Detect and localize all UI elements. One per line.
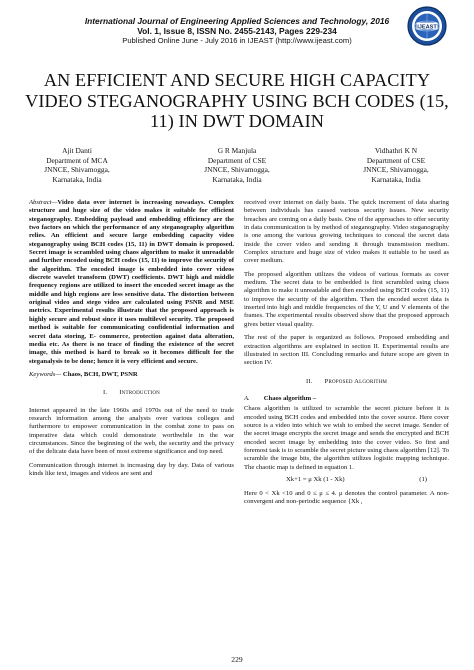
equation-1 (244, 474, 449, 487)
journal-header (0, 16, 474, 46)
author-name: G R Manjula (217, 146, 257, 155)
author-name: Vidhathri K N (374, 146, 418, 155)
keywords-label: Keywords— (29, 370, 62, 378)
chaos-paragraph: Chaos algorithm is utilized to scramble the secret picture before it is encoded using BCH codes and embedded into the cover source. Here cover source is a video into which we wish to embed the secret image. Sender of the secret image encrypts the secret image and sends the encrypted and BCH encoded secret image by embedding into the cover video. So first and foremost task is to scramble the secret picture using chaos algorithm [12]. To scramble the image bits, the algorithm utilizes logistic mapping technique. The chaotic map is defined in equation 1. (244, 405, 449, 471)
author-name: Ajit Danti (62, 146, 92, 155)
ijeast-logo (407, 6, 447, 46)
subsection-label: A. (244, 394, 250, 402)
section-title: Proposed Algorithm (324, 377, 388, 385)
paper-title: AN EFFICIENT AND SECURE HIGH CAPACITY VIDEO STEGANOGRAPHY USING BCH CODES (15, 11) IN DWT DOMAIN (25, 70, 449, 131)
author-institution: JNNCE, Shivamogga, (363, 165, 429, 175)
author-location: Karnataka, India (52, 174, 102, 184)
right-column (244, 199, 449, 512)
author-1 (2, 146, 152, 184)
equation-number: (1) (419, 475, 427, 483)
section-heading-proposed-algorithm (244, 378, 449, 386)
body-paragraph: The rest of the paper is organized as follows. Proposed embedding and extraction algorithms are explained in section II. Experimental results are illustrated in section III. Concluding remarks and future scope are given in section IV. (244, 334, 449, 367)
body-paragraph: received over internet on daily basis. The quick increment of data sharing between individuals has caused various security issues. New security breaches are coming on a daily basis. One of the approaches to offer security in data communication is by method of steganography. Video steganography is one among the various growing techniques to conceal the secret data inside the cover video and sending it through transmission medium. Complex structure and huge size of video makes it suitable to be used as cover medium. (244, 199, 449, 265)
author-department: Department of MCA (46, 155, 108, 165)
journal-publication-info: Published Online June - July 2016 in IJEAST (http://www.ijeast.com) (122, 36, 352, 45)
author-institution: JNNCE, Shivamogga, (204, 165, 270, 175)
abstract (29, 199, 234, 366)
journal-volume-info: Vol. 1, Issue 8, ISSN No. 2455-2143, Pages 229-234 (137, 26, 337, 36)
intro-paragraph: Communication through internet is increasing day by day. Data of various kinds like text, images and videos are sent and (29, 461, 234, 477)
logo-text: IJEAST (417, 24, 437, 31)
body-paragraph: The proposed algorithm utilizes the videos of various formats as cover medium. The secret data to be embedded is first scrambled using chaos algorithm to make it unreadable and then encoded using BCH codes (15, 11) to improve the security of the algorithm. Then the encoded secret data is inserted into high and middle frequencies of the Y, U and V elements of the frames. The experimental results observed show that the proposed approach gives better visual quality. (244, 270, 449, 328)
keywords-text: Chaos, BCH, DWT, PSNR (61, 370, 138, 378)
journal-name: International Journal of Engineering Applied Sciences and Technology, 2016 (84, 16, 390, 26)
section-number: I. (103, 389, 108, 397)
author-3 (321, 146, 471, 184)
abstract-label: Abstract— (29, 199, 58, 206)
author-location: Karnataka, India (212, 174, 262, 184)
keywords (29, 371, 234, 379)
equation-expression: Xk+1 = μ Xk (1 - Xk) (286, 475, 345, 483)
author-2 (162, 146, 312, 184)
left-column (29, 199, 234, 483)
intro-paragraph: Internet appeared in the late 1960s and 1970s out of the need to trade research information among the analysts over various colleges and furthermore to empower communication in the combat zone to pass on imperative data which could demonstrate worthwhile in the war circumstances. Since the beginning of the web, the security and the privacy of the delicate data have been of most extreme significance and top need. (29, 406, 234, 456)
section-number: II. (305, 377, 313, 385)
equation-explanation: Here 0 < Xk <10 and 0 ≤ μ ≤ 4. μ denotes the control parameter. A non-convergent and non-periodic sequence {Xk , (244, 489, 449, 506)
subsection-heading-chaos (244, 395, 449, 403)
section-heading-introduction (29, 389, 234, 397)
author-institution: JNNCE, Shivamogga, (44, 165, 110, 175)
author-location: Karnataka, India (371, 174, 421, 184)
author-department: Department of CSE (207, 155, 267, 165)
page-number: 229 (231, 655, 243, 664)
section-title: Introduction (119, 389, 160, 397)
abstract-text: Video data over internet is increasing nowadays. Complex structure and huge size of the video makes it suitable for efficient steganography. Embedding payload and embedding efficiency are the two factors on which the performance of any steganography algorithm relies. An efficient and secure large embedding capacity video steganography using BCH codes (15, 11) in DWT domain is proposed. Secret image is scrambled using chaos algorithm to make it unreadable and further encoded using BCH codes (15, 11) to improve the security of the algorithm. The encoded image is embedded into cover videos discrete wavelet transform (DWT) coefficients. DWT high and middle frequency regions are utilized to insert the encoded secret image as the middle and high regions are less sensitive data. The distortion between original video and stego video are calculated using PSNR and MSE metrics. Experimental results illustrate that the proposed approach is highly secure and robust since it uses multilevel security. The proposed method is suitable for communicating confidential information and secret data storing, E- commerce, protection against data alteration, media etc. As there is no trace of finding the existence of the secret image, this method is hard to break so it becomes difficult for the steganalysis to be done; hence it is very efficient and secure. (29, 199, 234, 365)
subsection-title: Chaos algorithm – (263, 394, 317, 402)
author-department: Department of CSE (366, 155, 426, 165)
